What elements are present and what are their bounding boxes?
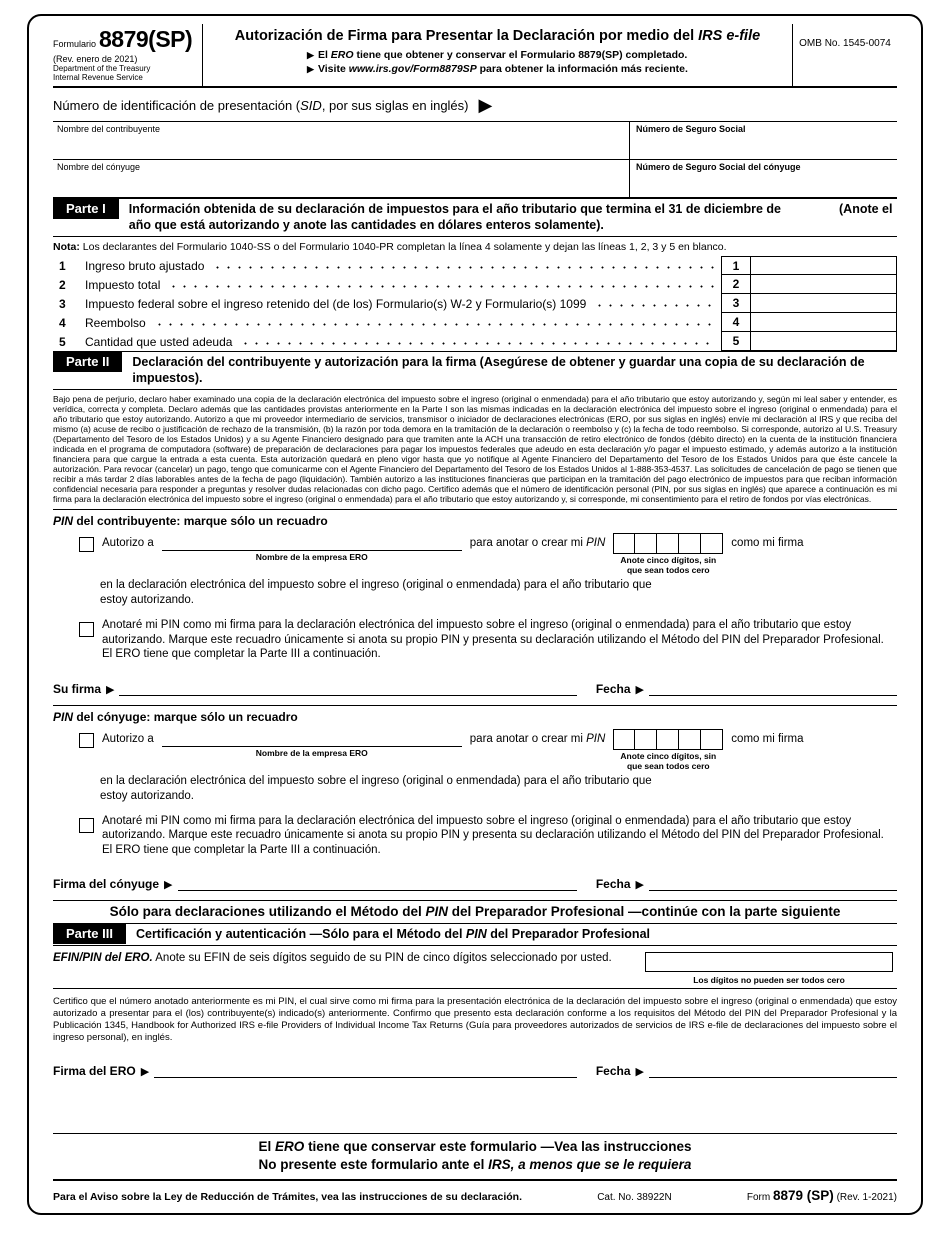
part1-line-1 bbox=[53, 256, 897, 275]
part1-lines bbox=[53, 256, 897, 352]
efin-pin-field[interactable] bbox=[645, 952, 893, 972]
line-number: 1 bbox=[59, 258, 66, 273]
part1-badge: Parte I bbox=[53, 199, 119, 219]
pin-digit-cell[interactable] bbox=[701, 729, 723, 750]
ero-date-field[interactable] bbox=[649, 1061, 897, 1078]
taxpayer-authorize-ero-checkbox[interactable] bbox=[79, 537, 94, 552]
arrow-icon: ▶ bbox=[635, 683, 644, 696]
pin-boxes-caption: Anote cinco dígitos, sin que sean todos cero bbox=[620, 750, 717, 771]
line-number-box: 1 bbox=[721, 256, 751, 275]
taxpayer-signature-label: Su firma bbox=[53, 681, 102, 696]
form-header bbox=[53, 24, 897, 88]
spouse-ssn-field[interactable] bbox=[629, 160, 897, 197]
part3-header bbox=[53, 924, 897, 946]
form-reference: Form 8879 (SP) (Rev. 1-2021) bbox=[746, 1188, 897, 1203]
ero-signature-field[interactable] bbox=[154, 1061, 577, 1078]
line-label: Reembolso bbox=[85, 315, 146, 330]
line-number: 2 bbox=[59, 277, 66, 292]
arrow-bullet-icon: ▶ bbox=[307, 64, 314, 74]
arrow-icon: ▶ bbox=[635, 1066, 644, 1078]
line-number-box: 4 bbox=[721, 313, 751, 332]
sid-arrow-icon: ▶ bbox=[478, 95, 493, 115]
line-1-amount-field[interactable] bbox=[751, 256, 897, 275]
ero-certification-text: Certifico que el número anotado anteriormente es mi PIN, el cual sirve como mi firma para la presentación electrónica de la declaración del impuesto sobre el ingreso (original o enmendada) que estoy autorizado a presentar para el (los) contribuyente(s) indicado(s) anteriormente. Confirmo que presento esta declaración conforme a los requisitos del Método del PIN del Preparador Profesional y la Publicación 1345, Handbook for Authorized IRS e-file Providers of Individual Income Tax Returns (Guía para proveedores autorizados de servicios de IRS e-file de declaraciones del impuesto sobre el ingreso personal), en inglés. bbox=[53, 996, 897, 1043]
spouse-signature-label: Firma del cónyuge bbox=[53, 877, 160, 891]
line-number: 4 bbox=[59, 315, 66, 330]
efin-caption: Los dígitos no pueden ser todos cero bbox=[693, 975, 845, 985]
arrow-bullet-icon: ▶ bbox=[307, 50, 314, 60]
spouse-own-pin-row bbox=[53, 808, 897, 860]
ero-firm-caption: Nombre de la empresa ERO bbox=[255, 552, 368, 562]
taxpayer-pin-boxes bbox=[613, 533, 723, 554]
part1-header bbox=[53, 199, 897, 237]
ero-firm-caption: Nombre de la empresa ERO bbox=[255, 747, 368, 758]
line-5-amount-field[interactable] bbox=[751, 332, 897, 351]
spouse-signature-row bbox=[53, 859, 897, 900]
sid-label: Número de identificación de presentación (SID, por sus siglas en inglés) bbox=[53, 97, 469, 113]
signature-label: como mi firma bbox=[731, 537, 804, 549]
line-number-box: 3 bbox=[721, 294, 751, 313]
pin-digit-cell[interactable] bbox=[635, 729, 657, 750]
spouse-row bbox=[53, 160, 897, 199]
pin-digit-cell[interactable] bbox=[613, 729, 635, 750]
arrow-icon: ▶ bbox=[106, 683, 115, 696]
spouse-pin-boxes bbox=[613, 729, 723, 750]
dot-leader bbox=[592, 294, 715, 313]
line-4-amount-field[interactable] bbox=[751, 313, 897, 332]
dot-leader bbox=[166, 275, 715, 294]
spouse-pin-heading: PIN del cónyuge: marque sólo un recuadro bbox=[53, 709, 298, 724]
part1-line-5 bbox=[53, 332, 897, 351]
taxpayer-pin-heading: PIN del contribuyente: marque sólo un recuadro bbox=[53, 514, 328, 528]
sid-row bbox=[53, 88, 897, 122]
pin-digit-cell[interactable] bbox=[679, 729, 701, 750]
taxpayer-authorize-continuation: en la declaración electrónica del impuesto sobre el ingreso (original o enmendada) para el año tributario que estoy autorizando. bbox=[100, 579, 652, 606]
taxpayer-own-pin-row bbox=[53, 612, 897, 664]
pin-digit-cell[interactable] bbox=[657, 533, 679, 554]
spouse-ssn-label: Número de Seguro Social del cónyuge bbox=[636, 162, 801, 172]
pin-boxes-caption: Anote cinco dígitos, sin que sean todos cero bbox=[620, 555, 717, 575]
pin-digit-cell[interactable] bbox=[701, 533, 723, 554]
spouse-own-pin-checkbox[interactable] bbox=[79, 818, 94, 833]
form-id-block bbox=[53, 24, 203, 86]
authorize-label: Autorizo a bbox=[102, 732, 154, 745]
taxpayer-row bbox=[53, 122, 897, 160]
taxpayer-ero-firm-name-field[interactable] bbox=[162, 533, 462, 551]
omb-number: OMB No. 1545-0074 bbox=[799, 38, 891, 49]
part3-title: Certificación y autenticación —Sólo para el Método del PIN del Preparador Profesional bbox=[135, 927, 650, 941]
line-number-box: 5 bbox=[721, 332, 751, 351]
dot-leader bbox=[238, 332, 715, 351]
taxpayer-name-field[interactable] bbox=[53, 122, 629, 159]
line-3-amount-field[interactable] bbox=[751, 294, 897, 313]
spouse-name-label: Nombre del cónyuge bbox=[57, 162, 141, 172]
pin-digit-cell[interactable] bbox=[635, 533, 657, 554]
efin-instructions: EFIN/PIN del ERO. Anote su EFIN de seis dígitos seguido de su PIN de cinco dígitos seleccionado por usted. bbox=[53, 952, 612, 964]
pin-digit-cell[interactable] bbox=[657, 729, 679, 750]
catalog-number: Cat. No. 38922N bbox=[597, 1192, 672, 1203]
arrow-icon: ▶ bbox=[140, 1066, 150, 1078]
department-line-1: Department of the Treasury bbox=[53, 64, 151, 73]
authorize-label: Autorizo a bbox=[102, 537, 154, 549]
line-number-box: 2 bbox=[721, 275, 751, 294]
line-label: Ingreso bruto ajustado bbox=[85, 258, 205, 273]
efin-row bbox=[53, 946, 897, 989]
ero-signature-row bbox=[53, 1046, 897, 1087]
dot-leader bbox=[152, 313, 715, 332]
spouse-ero-firm-name-field[interactable] bbox=[162, 729, 462, 747]
taxpayer-date-label: Fecha bbox=[595, 681, 631, 696]
revision-date: (Rev. enero de 2021) bbox=[53, 54, 138, 64]
sid-field[interactable] bbox=[502, 96, 897, 114]
taxpayer-pin-section bbox=[53, 510, 897, 706]
form-number: 8879(SP) bbox=[99, 26, 193, 52]
part1-line-3 bbox=[53, 294, 897, 313]
form-footer bbox=[53, 1181, 897, 1203]
spouse-date-label: Fecha bbox=[595, 877, 631, 891]
line-label: Impuesto federal sobre el ingreso retenido del (de los) Formulario(s) W-2 y Formulario(s) 1099 bbox=[85, 296, 587, 311]
line-2-amount-field[interactable] bbox=[751, 275, 897, 294]
part1-note: Nota: Los declarantes del Formulario 1040-SS o del Formulario 1040-PR completan la línea 4 solamente y dejan las líneas 1, 2, 3 y 5 en blanco. bbox=[53, 241, 727, 253]
spouse-name-field[interactable] bbox=[53, 160, 629, 197]
part2-badge: Parte II bbox=[53, 352, 122, 372]
dot-leader bbox=[210, 256, 715, 275]
taxpayer-signature-row bbox=[53, 664, 897, 705]
taxpayer-ssn-label: Número de Seguro Social bbox=[636, 124, 746, 134]
line-number: 3 bbox=[59, 296, 66, 311]
part2-title: Declaración del contribuyente y autorización para la firma (Asegúrese de obtener y guardar una copia de su declaración de impuestos). bbox=[132, 355, 865, 385]
pin-digit-cell[interactable] bbox=[679, 533, 701, 554]
pin-digit-cell[interactable] bbox=[613, 533, 635, 554]
taxpayer-name-label: Nombre del contribuyente bbox=[57, 124, 161, 134]
signature-label: como mi firma bbox=[731, 732, 804, 745]
part1-line-2 bbox=[53, 275, 897, 294]
arrow-icon: ▶ bbox=[635, 879, 644, 891]
spouse-date-field[interactable] bbox=[649, 874, 897, 891]
form-page bbox=[27, 14, 923, 1215]
spouse-authorize-row bbox=[53, 726, 897, 771]
form-title-efile: IRS e-file bbox=[698, 28, 761, 44]
taxpayer-authorize-row bbox=[53, 530, 897, 575]
practitioner-pin-banner: Sólo para declaraciones utilizando el Método del PIN del Preparador Profesional —continúe con la parte siguiente bbox=[53, 901, 897, 924]
taxpayer-own-pin-checkbox[interactable] bbox=[79, 622, 94, 637]
name-table bbox=[53, 122, 897, 199]
part3-badge: Parte III bbox=[53, 924, 126, 944]
department-line-2: Internal Revenue Service bbox=[53, 73, 143, 82]
enter-pin-label: para anotar o crear mi PIN bbox=[469, 732, 606, 745]
form-title-block bbox=[203, 24, 793, 86]
spouse-authorize-ero-checkbox[interactable] bbox=[79, 733, 94, 748]
form-title bbox=[209, 28, 786, 44]
retain-line-1: El ERO tiene que conservar este formulario —Vea las instrucciones bbox=[258, 1139, 692, 1154]
spouse-authorize-continuation: en la declaración electrónica del impuesto sobre el ingreso (original o enmendada) para el año tributario que estoy autorizando. bbox=[100, 774, 652, 802]
form-word-label: Formulario bbox=[53, 39, 97, 49]
line-number: 5 bbox=[59, 334, 66, 349]
spouse-own-pin-text: Anotaré mi PIN como mi firma para la declaración electrónica del impuesto sobre el ingreso (original o enmendada) para el año tributario que estoy autorizando. Marque este recuadro únicamente si anota su propio PIN y presenta su declaración utilizando el Método del PIN del Preparador Profesional. El ERO tiene que completar la Parte III a continuación. bbox=[102, 814, 884, 856]
taxpayer-ssn-field[interactable] bbox=[629, 122, 897, 159]
part1-line-4 bbox=[53, 313, 897, 332]
ero-date-label: Fecha bbox=[595, 1064, 631, 1078]
paperwork-notice: Para el Aviso sobre la Ley de Reducción de Trámites, vea las instrucciones de su declaración. bbox=[53, 1191, 522, 1203]
form-title-text: Autorización de Firma para Presentar la Declaración por medio del bbox=[234, 28, 699, 44]
enter-pin-label: para anotar o crear mi PIN bbox=[469, 537, 606, 549]
retain-line-2: No presente este formulario ante el IRS, a menos que se le requiera bbox=[258, 1157, 692, 1172]
line-label: Cantidad que usted adeuda bbox=[85, 334, 233, 349]
ero-signature-label: Firma del ERO bbox=[53, 1064, 136, 1078]
spouse-signature-field[interactable] bbox=[178, 874, 577, 891]
taxpayer-date-field[interactable] bbox=[649, 679, 897, 696]
taxpayer-own-pin-text: Anotaré mi PIN como mi firma para la declaración electrónica del impuesto sobre el ingreso (original o enmendada) para el año tributario que estoy autorizando. Marque este recuadro únicamente si anota su propio PIN y presenta su declaración utilizando el Método del PIN del Preparador Profesional. El ERO tiene que completar la Parte III a continuación. bbox=[102, 619, 884, 660]
instruction-bullet-1: ▶ El ERO tiene que obtener y conservar el Formulario 8879(SP) completado. bbox=[307, 49, 688, 61]
retain-notice bbox=[53, 1133, 897, 1181]
form-url-link[interactable]: www.irs.gov/Form8879SP bbox=[348, 63, 477, 75]
instruction-bullet-2: ▶ Visite www.irs.gov/Form8879SP para obtener la información más reciente. bbox=[307, 63, 688, 75]
taxpayer-declaration-text: Bajo pena de perjurio, declaro haber examinado una copia de la declaración electrónica del impuesto sobre el ingreso (original o enmendada) para el año tributario que estoy autorizando y, según mi leal saber y entender, es verídica, correcta y completa. Declaro además que las cantidades provistas anteriormente en la Parte I son las mismas indicadas en la declaración electrónica del impuesto sobre el ingreso (original o enmendada) para el año tributario que estoy autorizando. Autorizo a que mi proveedor intermediario de servicios, transmisor o iniciador de declaraciones electrónicas (ERO, por sus siglas en inglés) envíe mi declaración al IRS y que reciba del mismo (a) acuse de recibo o justificación de rechazo de la transmisión, (b) la razón por toda demora en la tramitación de la declaración o reembolso y (c) la fecha de todo reembolso. Si corresponde, autorizo al U.S. Treasury (Departamento del Tesoro de los Estados Unidos) y a su Agente Financiero designado para que tramiten ante la ACH una transacción de retiro electrónico de fondos (débito directo) en la cuenta de la institución financiera indicada en el programa de computadora (software) de preparación de declaraciones para pagar los impuestos federales que adeudo en esta declaración y/o pagar el impuesto estimado, y además autorizo a la institución financiera para que cargue la entrada a esta cuenta. Esta autorización quedará en pleno vigor hasta que yo notifique al Agente Financiero del Departamento del Tesoro de los Estados Unidos para que éste cancele la autorización. Para revocar (cancelar) un pago, tengo que comunicarme con el Agente Financiero del Departamento del Tesoro de los Estados Unidos al 1-888-353-4537. Las solicitudes de cancelación de pago se tienen que recibir a más tardar 2 días laborables antes de la fecha de pago (liquidación). También autorizo a las instituciones financieras que participan en la tramitación del pago electrónico de impuestos para que reciban información confidencial necesaria para responder a preguntas y resolver dudas relacionadas con dicho pago. Certifico además que el número de identificación personal (PIN, por sus siglas en inglés) que aparece a continuación es mi firma para la declaración electrónica del impuesto sobre el ingreso (original o enmendada) para el año tributario que estoy autorizando y, si corresponde, mi consentimiento para el retiro de fondos por vías electrónicas. bbox=[53, 390, 897, 510]
spouse-pin-section bbox=[53, 706, 897, 902]
part2-header bbox=[53, 352, 897, 390]
arrow-icon: ▶ bbox=[164, 879, 173, 891]
part1-title: Información obtenida de su declaración de impuestos para el año tributario que termina el 31 de diciembre de (Anote el año que está autorizando y anote las cantidades en dólares enteros solamente). bbox=[128, 202, 893, 232]
line-label: Impuesto total bbox=[85, 277, 161, 292]
taxpayer-signature-field[interactable] bbox=[119, 679, 576, 696]
